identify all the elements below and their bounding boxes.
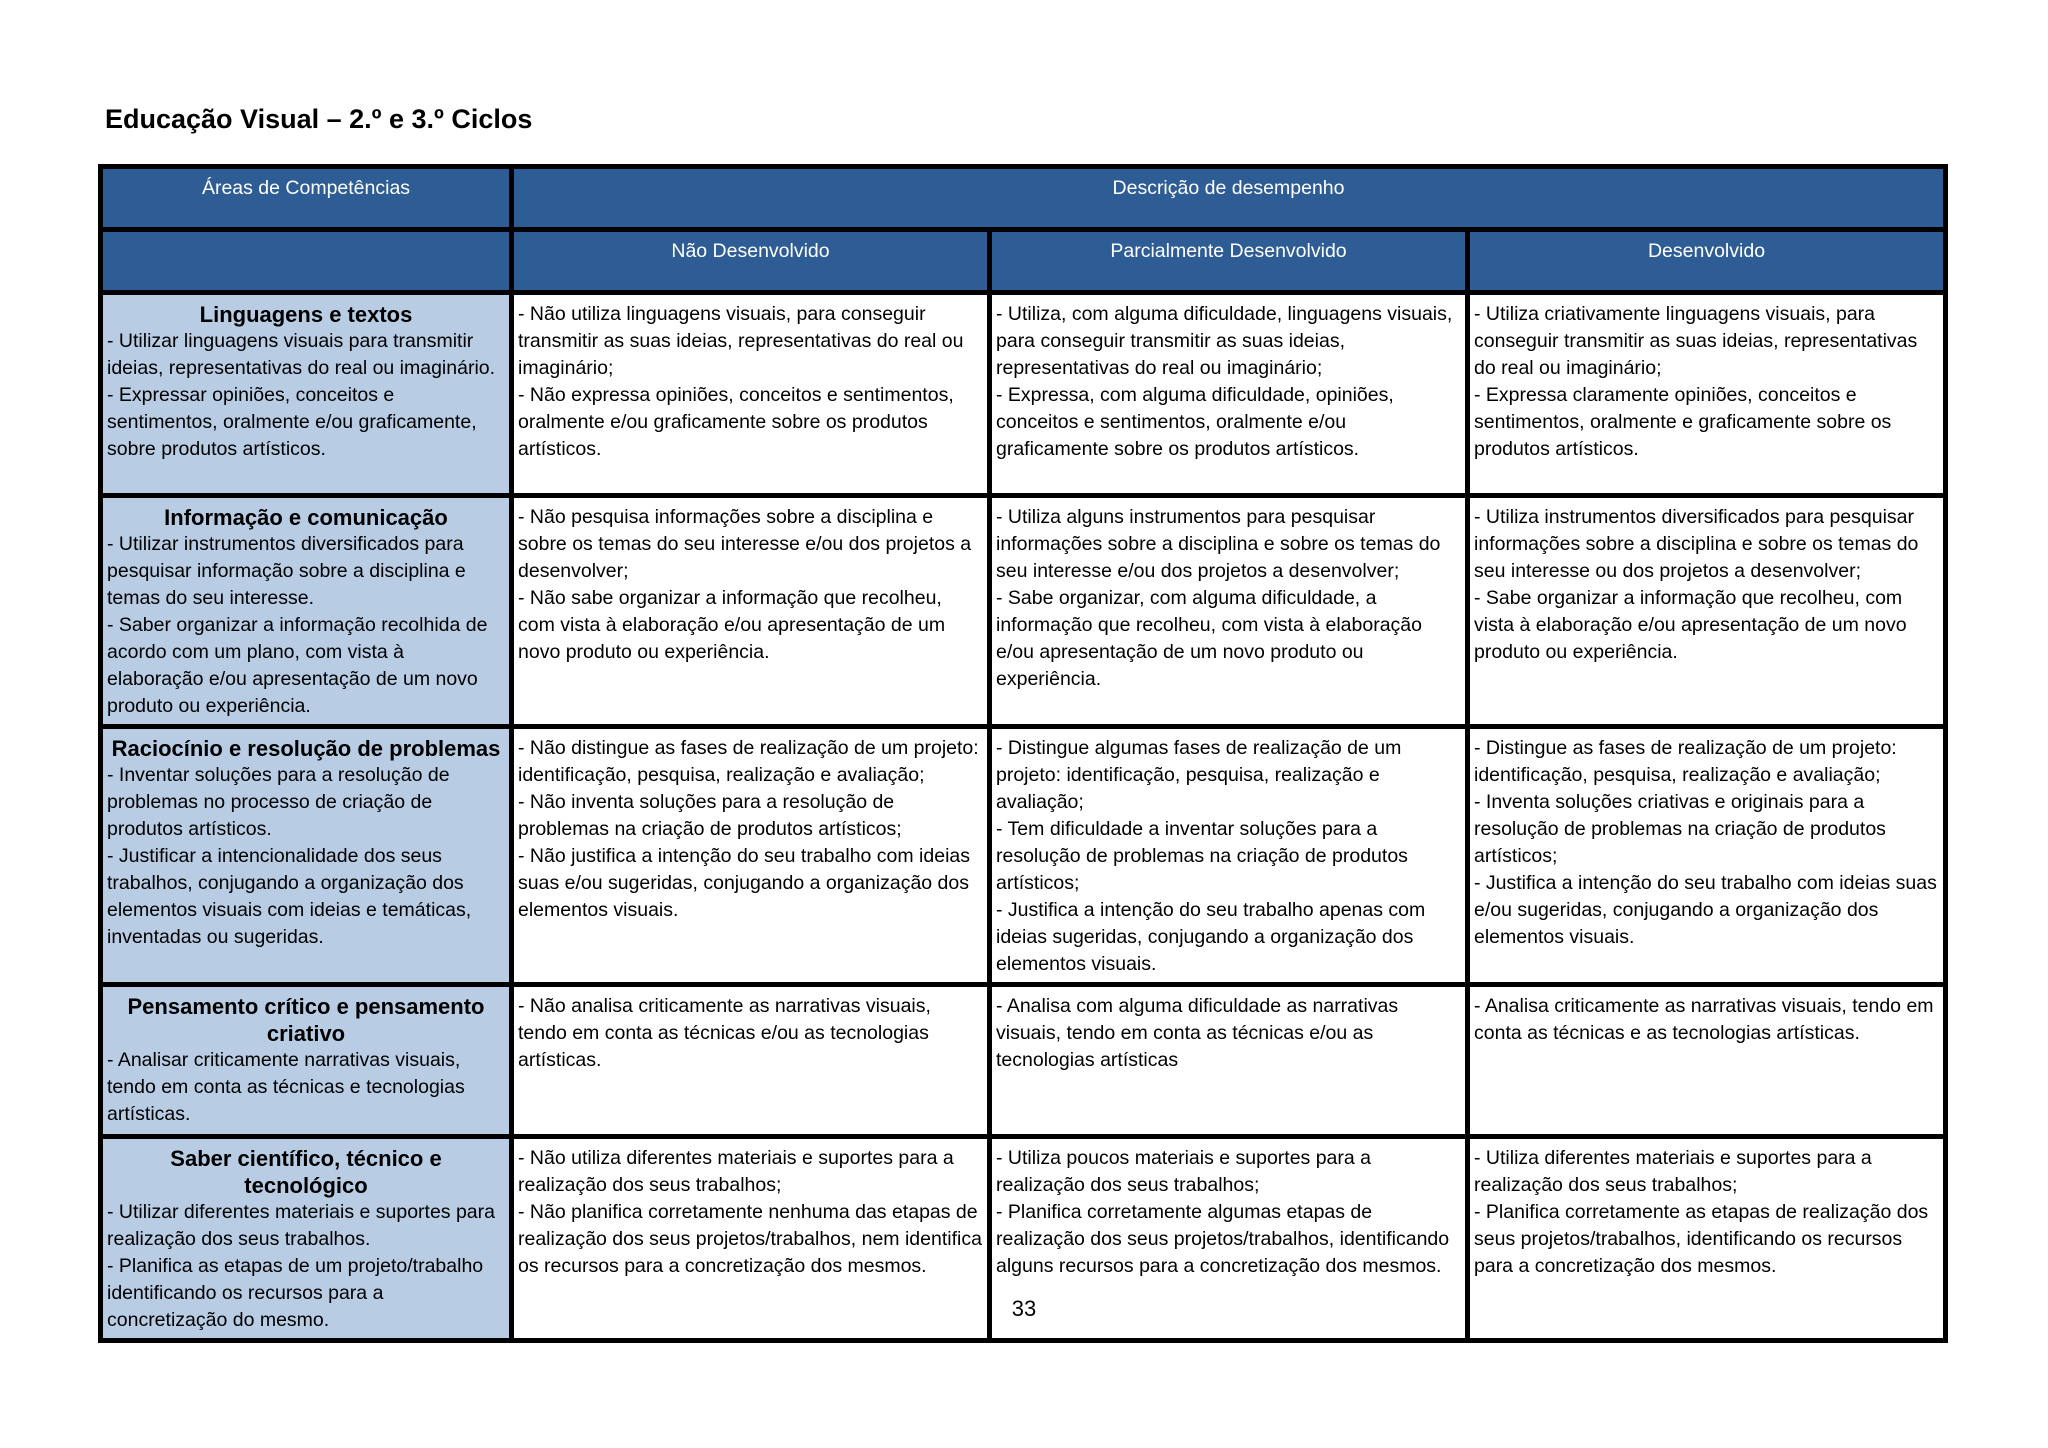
competency-area-title: Linguagens e textos [199, 302, 413, 327]
descriptor-line: - Não utiliza linguagens visuais, para conseguir transmitir as suas ideias, representativas do real ou imaginário; [518, 303, 964, 379]
header-row-top [101, 167, 1946, 230]
descriptor-line: - Expressa claramente opiniões, conceitos e sentimentos, oralmente e graficamente sobre os produtos artísticos. [1474, 384, 1892, 460]
page-number: 33 [1011, 1296, 1037, 1321]
table-row [101, 727, 1946, 985]
descriptor-line: - Não analisa criticamente as narrativas visuais, tendo em conta as técnicas e/ou as tecnologias artísticas. [518, 995, 931, 1071]
descriptor-cell-parcial [990, 985, 1468, 1137]
competency-area-line: - Inventar soluções para a resolução de problemas no processo de criação de produtos artísticos. [107, 764, 450, 840]
descriptor-cell-desenvolvido [1468, 496, 1946, 727]
page-title: Educação Visual – 2.º e 3.º Ciclos [105, 104, 533, 134]
competency-area-cell [101, 727, 512, 985]
competency-area-cell [101, 496, 512, 727]
competency-area-line: - Planifica as etapas de um projeto/trabalho identificando os recursos para a concretização do mesmo. [107, 1255, 484, 1331]
header-level-desenvolvido: Desenvolvido [1468, 230, 1946, 293]
descriptor-line: - Planifica corretamente algumas etapas de realização dos seus projetos/trabalhos, identificando alguns recursos para a concretização dos mesmos. [996, 1201, 1450, 1277]
descriptor-line: - Utiliza, com alguma dificuldade, linguagens visuais, para conseguir transmitir as suas ideias, representativas do real ou imaginário; [996, 303, 1453, 379]
header-empty-cell [101, 230, 512, 293]
competency-area-line: - Analisar criticamente narrativas visuais, tendo em conta as técnicas e tecnologias artísticas. [107, 1049, 465, 1125]
header-description: Descrição de desempenho [512, 167, 1946, 230]
competency-area-line: - Justificar a intencionalidade dos seus trabalhos, conjugando a organização dos elementos visuais com ideias e temáticas, inventadas ou sugeridas. [107, 845, 472, 948]
descriptor-line: - Não distingue as fases de realização de um projeto: identificação, pesquisa, realização e avaliação; [518, 737, 979, 786]
descriptor-line: - Distingue algumas fases de realização de um projeto: identificação, pesquisa, realização e avaliação; [996, 737, 1402, 813]
header-areas: Áreas de Competências [101, 167, 512, 230]
descriptor-cell-parcial [990, 727, 1468, 985]
descriptor-cell-nao [512, 496, 990, 727]
descriptor-line: - Não planifica corretamente nenhuma das etapas de realização dos seus projetos/trabalhos, nem identifica os recursos para a concretização dos mesmos. [518, 1201, 982, 1277]
descriptor-line: - Expressa, com alguma dificuldade, opiniões, conceitos e sentimentos, oralmente e/ou graficamente sobre os produtos artísticos. [996, 384, 1394, 460]
descriptor-line: - Justifica a intenção do seu trabalho com ideias suas e/ou sugeridas, conjugando a organização dos elementos visuais. [1474, 872, 1937, 948]
descriptor-line: - Analisa com alguma dificuldade as narrativas visuais, tendo em conta as técnicas e/ou as tecnologias artísticas [996, 995, 1399, 1071]
descriptor-cell-nao [512, 293, 990, 496]
descriptor-cell-parcial [990, 293, 1468, 496]
competency-area-line: - Utilizar instrumentos diversificados para pesquisar informação sobre a disciplina e temas do seu interesse. [107, 533, 466, 609]
descriptor-line: - Não sabe organizar a informação que recolheu, com vista à elaboração e/ou apresentação de um novo produto ou experiência. [518, 587, 946, 663]
competency-area-line: - Saber organizar a informação recolhida de acordo com um plano, com vista à elaboração e/ou apresentação de um novo produto ou experiência. [107, 614, 488, 717]
descriptor-line: - Não expressa opiniões, conceitos e sentimentos, oralmente e/ou graficamente sobre os produtos artísticos. [518, 384, 954, 460]
descriptor-cell-nao [512, 985, 990, 1137]
competency-area-line: - Utilizar diferentes materiais e suportes para realização dos seus trabalhos. [107, 1201, 495, 1250]
competency-area-title: Pensamento crítico e pensamento criativo [127, 994, 485, 1046]
descriptor-line: - Tem dificuldade a inventar soluções para a resolução de problemas na criação de produtos artísticos; [996, 818, 1408, 894]
descriptor-line: - Não justifica a intenção do seu trabalho com ideias suas e/ou sugeridas, conjugando a organização dos elementos visuais. [518, 845, 971, 921]
descriptor-line: - Não inventa soluções para a resolução de problemas na criação de produtos artísticos; [518, 791, 902, 840]
descriptor-line: - Utiliza criativamente linguagens visuais, para conseguir transmitir as suas ideias, representativas do real ou imaginário; [1474, 303, 1918, 379]
descriptor-line: - Não utiliza diferentes materiais e suportes para a realização dos seus trabalhos; [518, 1147, 954, 1196]
competency-area-line: - Expressar opiniões, conceitos e sentimentos, oralmente e/ou graficamente, sobre produtos artísticos. [107, 384, 477, 460]
rubric-body [101, 293, 1946, 1341]
descriptor-cell-desenvolvido [1468, 727, 1946, 985]
header-level-nao: Não Desenvolvido [512, 230, 990, 293]
competency-rubric-table [98, 164, 1948, 1343]
competency-area-cell [101, 293, 512, 496]
table-row [101, 985, 1946, 1137]
header-row-levels [101, 230, 1946, 293]
descriptor-line: - Sabe organizar, com alguma dificuldade, a informação que recolheu, com vista à elaboração e/ou apresentação de um novo produto ou experiência. [996, 587, 1422, 690]
descriptor-line: - Utiliza alguns instrumentos para pesquisar informações sobre a disciplina e sobre os temas do seu interesse e/ou dos projetos a desenvolver; [996, 506, 1441, 582]
competency-area-cell [101, 985, 512, 1137]
descriptor-cell-nao [512, 727, 990, 985]
descriptor-cell-desenvolvido [1468, 985, 1946, 1137]
competency-area-title: Saber científico, técnico e tecnológico [170, 1146, 442, 1198]
header-level-parcial: Parcialmente Desenvolvido [990, 230, 1468, 293]
competency-area-title: Informação e comunicação [164, 505, 448, 530]
descriptor-line: - Distingue as fases de realização de um projeto: identificação, pesquisa, realização e avaliação; [1474, 737, 1897, 786]
table-row [101, 293, 1946, 496]
descriptor-line: - Não pesquisa informações sobre a disciplina e sobre os temas do seu interesse e/ou dos projetos a desenvolver; [518, 506, 972, 582]
descriptor-line: - Justifica a intenção do seu trabalho apenas com ideias sugeridas, conjugando a organização dos elementos visuais. [996, 899, 1426, 975]
descriptor-line: - Analisa criticamente as narrativas visuais, tendo em conta as técnicas e as tecnologias artísticas. [1474, 995, 1934, 1044]
competency-area-line: - Utilizar linguagens visuais para transmitir ideias, representativas do real ou imaginário. [107, 330, 496, 379]
descriptor-cell-parcial [990, 496, 1468, 727]
competency-area-title: Raciocínio e resolução de problemas [111, 736, 501, 761]
table-row [101, 496, 1946, 727]
descriptor-cell-desenvolvido [1468, 293, 1946, 496]
descriptor-line: - Planifica corretamente as etapas de realização dos seus projetos/trabalhos, identificando os recursos para a concretização dos mesmos. [1474, 1201, 1929, 1277]
descriptor-line: - Utiliza diferentes materiais e suportes para a realização dos seus trabalhos; [1474, 1147, 1872, 1196]
descriptor-line: - Utiliza poucos materiais e suportes para a realização dos seus trabalhos; [996, 1147, 1372, 1196]
descriptor-line: - Inventa soluções criativas e originais para a resolução de problemas na criação de produtos artísticos; [1474, 791, 1886, 867]
descriptor-line: - Sabe organizar a informação que recolheu, com vista à elaboração e/ou apresentação de um novo produto ou experiência. [1474, 587, 1907, 663]
descriptor-line: - Utiliza instrumentos diversificados para pesquisar informações sobre a disciplina e sobre os temas do seu interesse ou dos projetos a desenvolver; [1474, 506, 1919, 582]
